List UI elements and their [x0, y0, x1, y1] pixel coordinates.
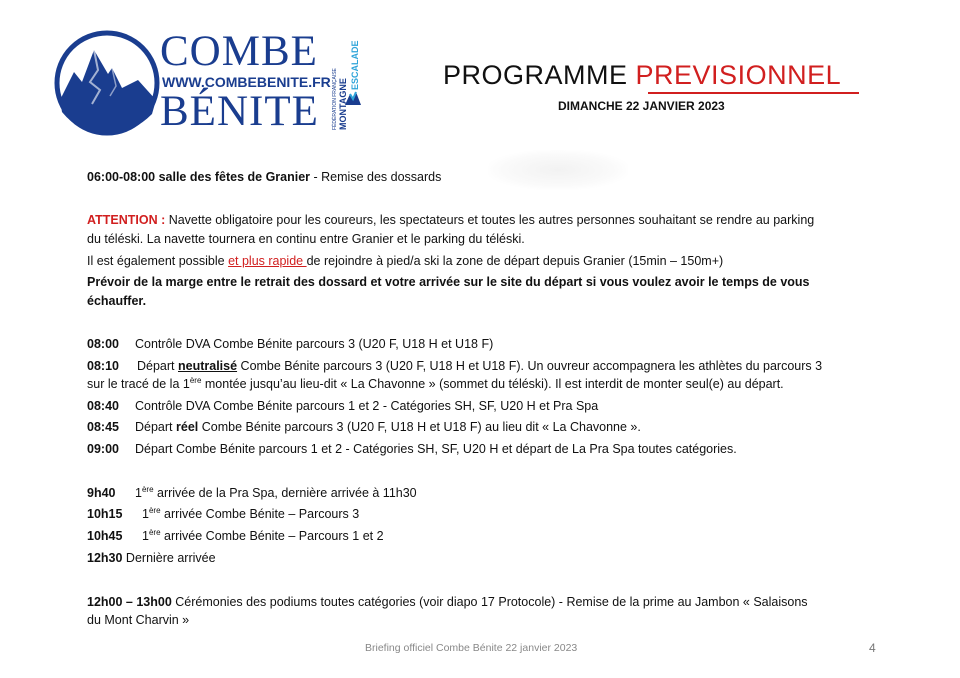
superscript: ère: [189, 375, 202, 385]
ffme-federation-text: FÉDÉRATION FRANÇAISE: [332, 68, 338, 130]
arrival-time: 9h40: [87, 486, 116, 500]
page-title: [443, 62, 841, 89]
schedule-time: 08:40: [87, 399, 119, 413]
ceremony-text: Cérémonies des podiums toutes catégories (voir diapo 17 Protocole) - Remise de la prime au Jambon « Salaisons: [171, 595, 808, 609]
attention-line-2: du téléski. La navette tournera en continu entre Granier et le parking du téléski.: [87, 232, 525, 246]
title-underline: [648, 92, 859, 94]
schedule-row: [87, 359, 822, 374]
arrival-time: 12h30: [87, 551, 123, 565]
arrival-row: [87, 486, 417, 501]
dossards-text: - Remise des dossards: [310, 170, 442, 184]
background-smudge: [488, 150, 628, 190]
dossards-line: [87, 170, 441, 185]
possible-text-b: de rejoindre à pied/a ski la zone de départ depuis Granier (15min – 150m+): [306, 254, 724, 268]
arrival-time: 10h15: [87, 507, 123, 521]
arrival-text: 1: [135, 486, 142, 500]
attention-label: ATTENTION :: [87, 213, 166, 227]
title-plain: PROGRAMME: [443, 60, 628, 90]
schedule-row-continued: [87, 377, 784, 392]
footer-text: Briefing officiel Combe Bénite 22 janvier 2023: [365, 642, 578, 654]
superscript: ère: [148, 527, 161, 537]
warning-line-1: Prévoir de la marge entre le retrait des dossard et votre arrivée sur le site du départ si vous voulez avoir le temps de vous: [87, 275, 810, 289]
schedule-emphasis: réel: [176, 420, 199, 434]
attention-text-1: Navette obligatoire pour les coureurs, les spectateurs et toutes les autres personnes souhaitant se rendre au parking: [165, 213, 815, 227]
arrival-text: Dernière arrivée: [122, 551, 216, 565]
ceremony-line-1: [87, 595, 808, 610]
arrival-time: 10h45: [87, 529, 123, 543]
ffme-montagne-text: MONTAGNE: [338, 78, 348, 130]
logo-benite-text: BÉNITE: [160, 88, 319, 135]
possible-text-a: Il est également possible: [87, 254, 229, 268]
arrival-row: [87, 551, 216, 566]
logo-url-text: WWW.COMBEBENITE.FR: [162, 74, 331, 90]
superscript: ère: [148, 505, 161, 515]
schedule-text: Départ: [135, 420, 176, 434]
schedule-row: [87, 442, 737, 457]
schedule-text: Contrôle DVA Combe Bénite parcours 1 et 2 - Catégories SH, SF, U20 H et Pra Spa: [135, 399, 599, 413]
arrival-text: arrivée de la Pra Spa, dernière arrivée à 11h30: [153, 486, 417, 500]
schedule-time: 08:00: [87, 337, 119, 351]
schedule-text: sur le tracé de la 1: [87, 377, 190, 391]
superscript: ère: [141, 484, 154, 494]
page-number: 4: [869, 641, 876, 655]
dossards-time: 06:00-08:00 salle des fêtes de Granier: [87, 170, 311, 184]
schedule-text: Départ Combe Bénite parcours 1 et 2 - Catégories SH, SF, U20 H et départ de La Pra Spa toutes catégories.: [135, 442, 737, 456]
ceremony-time: 12h00 – 13h00: [87, 595, 172, 609]
arrival-row: [87, 507, 359, 522]
arrival-text: arrivée Combe Bénite – Parcours 3: [160, 507, 360, 521]
ffme-logo: [330, 38, 370, 128]
arrival-text: 1: [142, 507, 149, 521]
schedule-row: [87, 337, 493, 352]
schedule-time: 08:45: [87, 420, 119, 434]
attention-line-1: [87, 213, 814, 228]
schedule-text: montée jusqu’au lieu-dit « La Chavonne » (sommet du téléski). Il est interdit de monter seul(e) au départ.: [201, 377, 784, 391]
schedule-emphasis: neutralisé: [178, 359, 238, 373]
schedule-time: 08:10: [87, 359, 119, 373]
possible-text-red: et plus rapide: [228, 254, 307, 268]
page-subtitle: DIMANCHE 22 JANVIER 2023: [558, 99, 725, 113]
title-red: PREVISIONNEL: [635, 60, 842, 90]
schedule-row: [87, 420, 641, 435]
schedule-time: 09:00: [87, 442, 119, 456]
arrival-text: 1: [142, 529, 149, 543]
schedule-row: [87, 399, 598, 414]
arrival-row: [87, 529, 384, 544]
schedule-text: Contrôle DVA Combe Bénite parcours 3 (U20 F, U18 H et U18 F): [135, 337, 494, 351]
ceremony-line-2: du Mont Charvin »: [87, 613, 190, 627]
arrival-text: arrivée Combe Bénite – Parcours 1 et 2: [160, 529, 384, 543]
combe-benite-logo-mountain: [52, 30, 162, 136]
logo-combe-text: COMBE: [160, 28, 318, 75]
schedule-text: Combe Bénite parcours 3 (U20 F, U18 H et U18 F) au lieu dit « La Chavonne ».: [198, 420, 641, 434]
warning-line-2: échauffer.: [87, 294, 147, 308]
possible-line: [87, 254, 723, 269]
schedule-text: Départ: [137, 359, 178, 373]
schedule-text: Combe Bénite parcours 3 (U20 F, U18 H et U18 F). Un ouvreur accompagnera les athlètes du parcours 3: [237, 359, 823, 373]
ffme-escalade-text: ESCALADE: [350, 40, 360, 90]
